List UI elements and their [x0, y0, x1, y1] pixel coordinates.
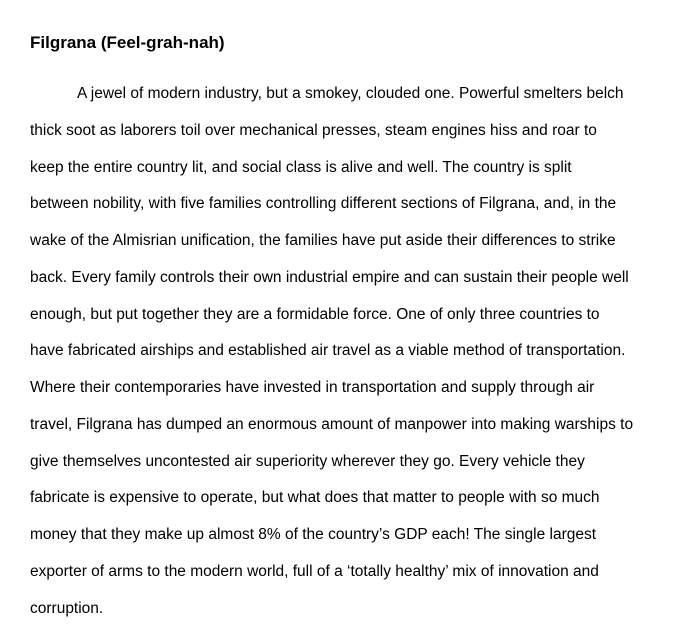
paragraph-line: thick soot as laborers toil over mechanical presses, steam engines hiss and roar to [30, 113, 658, 150]
body-paragraph [30, 76, 658, 627]
section-heading: Filgrana (Feel-grah-nah) [30, 33, 225, 53]
paragraph-line: back. Every family controls their own industrial empire and can sustain their people well [30, 260, 658, 297]
paragraph-line: give themselves uncontested air superiority wherever they go. Every vehicle they [30, 444, 658, 481]
paragraph-line: wake of the Almisrian unification, the families have put aside their differences to strike [30, 223, 658, 260]
paragraph-line: keep the entire country lit, and social class is alive and well. The country is split [30, 150, 658, 187]
paragraph-line: have fabricated airships and established air travel as a viable method of transportation. [30, 333, 658, 370]
paragraph-line: enough, but put together they are a formidable force. One of only three countries to [30, 297, 658, 334]
paragraph-line: exporter of arms to the modern world, full of a ‘totally healthy’ mix of innovation and [30, 554, 658, 591]
paragraph-line: travel, Filgrana has dumped an enormous amount of manpower into making warships to [30, 407, 658, 444]
paragraph-line: between nobility, with five families controlling different sections of Filgrana, and, in the [30, 186, 658, 223]
paragraph-line: A jewel of modern industry, but a smokey, clouded one. Powerful smelters belch [30, 76, 658, 113]
paragraph-line: money that they make up almost 8% of the country’s GDP each! The single largest [30, 517, 658, 554]
paragraph-line: fabricate is expensive to operate, but what does that matter to people with so much [30, 480, 658, 517]
paragraph-line: corruption. [30, 591, 658, 627]
paragraph-line: Where their contemporaries have invested in transportation and supply through air [30, 370, 658, 407]
